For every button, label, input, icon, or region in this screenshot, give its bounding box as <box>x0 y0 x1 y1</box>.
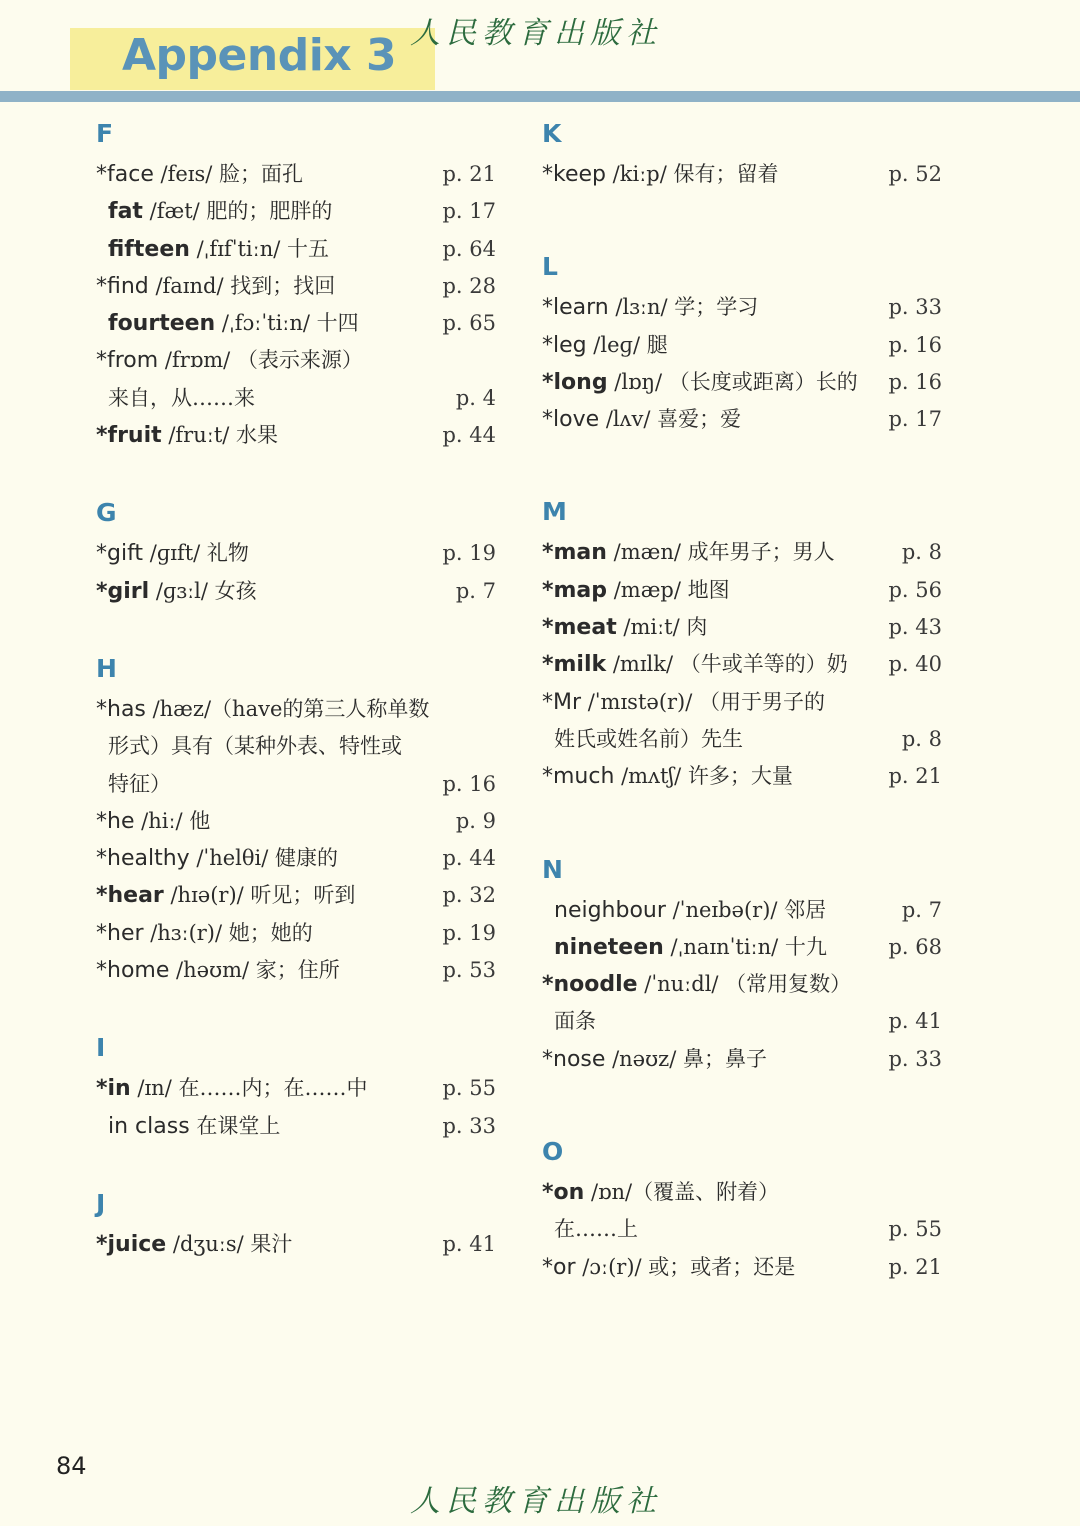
page-reference: p. 17 <box>442 199 496 224</box>
headword: *he <box>96 808 135 834</box>
entry-line <box>96 1070 496 1107</box>
section-letter: O <box>542 1137 564 1167</box>
entry-line <box>96 380 496 417</box>
headword: *keep <box>542 162 606 187</box>
entry-line <box>542 1003 942 1040</box>
entry-line <box>542 721 942 758</box>
entry-line <box>542 364 942 401</box>
page-reference: p. 68 <box>888 934 942 959</box>
definition: 在课堂上 <box>189 1113 281 1138</box>
vocab-entry <box>96 417 496 454</box>
entry-line <box>542 684 942 721</box>
vocab-entry <box>96 305 496 342</box>
page-reference: p. 41 <box>888 1009 942 1034</box>
vocab-entry <box>542 156 942 193</box>
section-j <box>96 1182 496 1263</box>
entry-line <box>96 691 496 728</box>
entry-line <box>542 289 942 326</box>
entry-line <box>96 766 496 803</box>
entry-line <box>542 1041 942 1078</box>
section-letter: H <box>96 653 117 683</box>
page-reference: p. 55 <box>442 1076 496 1101</box>
entry-line <box>96 840 496 877</box>
definition: /feɪs/ 脸；面孔 <box>153 162 304 186</box>
vocab-entry <box>542 364 942 401</box>
definition: /ˈhelθi/ 健康的 <box>189 846 338 871</box>
page-reference: p. 33 <box>442 1113 496 1138</box>
entry-line <box>96 915 496 952</box>
definition: /leɡ/ 腿 <box>586 332 668 357</box>
definition: /dʒuːs/ 果汁 <box>166 1231 293 1256</box>
entry-line <box>542 534 942 571</box>
page-reference: p. 21 <box>888 1254 942 1279</box>
vocab-entry <box>542 1041 942 1078</box>
vocab-entry <box>96 691 496 803</box>
vocab-entry <box>542 646 942 683</box>
entry-line <box>542 1249 942 1286</box>
page-reference: p. 33 <box>888 295 942 320</box>
definition: /fæt/ 肥的；肥胖的 <box>142 199 333 224</box>
page-reference: p. 16 <box>442 771 496 796</box>
page-reference: p. 65 <box>442 311 496 336</box>
vocab-entry <box>96 231 496 268</box>
definition: /miːt/ 肉 <box>616 615 708 640</box>
headword: *man <box>542 540 607 566</box>
headword: *or <box>542 1254 576 1280</box>
definition: /frɒm/ （表示来源） <box>158 348 363 373</box>
section-letter: I <box>96 1033 106 1063</box>
page-reference: p. 21 <box>442 162 496 186</box>
entry-line <box>96 573 496 610</box>
page-reference: p. 64 <box>442 236 496 261</box>
entry-line <box>542 929 942 966</box>
definition: /ɡɜːl/ 女孩 <box>149 578 257 603</box>
definition: /ˌfɔːˈtiːn/ 十四 <box>215 311 359 336</box>
vocab-entry <box>96 840 496 877</box>
headword: *meat <box>542 615 617 641</box>
definition: /mʌtʃ/ 许多；大量 <box>614 764 793 789</box>
section-k <box>542 112 942 193</box>
definition: /lɜːn/ 学；学习 <box>608 295 759 320</box>
entry-line <box>96 803 496 840</box>
section-h <box>96 647 496 989</box>
definition: /həʊm/ 家；住所 <box>169 958 340 983</box>
entry-line <box>96 728 496 765</box>
section-letter: L <box>542 252 558 282</box>
entry-line <box>542 156 942 193</box>
vocab-entry <box>96 952 496 989</box>
page-reference: p. 4 <box>455 385 496 410</box>
publisher-logo-top: 人民教育出版社 <box>410 16 662 51</box>
headword: *find <box>96 273 149 299</box>
definition: /hæz/（have的第三人称单数 <box>145 696 430 721</box>
page-reference: p. 52 <box>888 162 942 186</box>
definition: /lɒŋ/ （长度或距离）长的 <box>607 369 858 394</box>
definition: 面条 <box>554 1009 596 1034</box>
vocab-entry <box>96 1108 496 1145</box>
definition: /ˈnuːdl/ （常用复数） <box>637 972 852 997</box>
definition: /mɪlk/ （牛或羊等的）奶 <box>606 652 848 677</box>
page-reference: p. 40 <box>888 652 942 677</box>
definition: /ɪn/ 在……内；在……中 <box>130 1076 368 1101</box>
entry-line <box>96 952 496 989</box>
headword: in class <box>108 1113 190 1139</box>
entry-line <box>96 156 496 193</box>
page-reference: p. 41 <box>442 1231 496 1256</box>
definition: 姓氏或姓名前）先生 <box>554 726 743 751</box>
vocab-entry <box>542 572 942 609</box>
headword: fat <box>108 199 143 225</box>
definition: /ɒn/（覆盖、附着） <box>584 1180 780 1205</box>
vocab-entry <box>96 193 496 230</box>
section-f <box>96 112 496 454</box>
headword: *nose <box>542 1046 606 1072</box>
vocab-entry <box>542 401 942 438</box>
headword: *Mr <box>542 689 582 715</box>
headword: *has <box>96 696 146 722</box>
definition: /ɡɪft/ 礼物 <box>143 541 249 566</box>
page-reference: p. 8 <box>901 726 942 751</box>
headword: *long <box>542 369 608 395</box>
page-reference: p. 53 <box>442 958 496 983</box>
section-m <box>542 490 942 795</box>
headword: *on <box>542 1180 585 1206</box>
headword: *her <box>96 920 144 946</box>
entry-line <box>542 327 942 364</box>
entry-line <box>96 231 496 268</box>
vocab-entry <box>542 684 942 759</box>
vocab-entry <box>542 327 942 364</box>
definition: 特征） <box>108 771 171 796</box>
vocab-entry <box>542 758 942 795</box>
headword: *milk <box>542 652 607 678</box>
page-reference: p. 55 <box>888 1217 942 1242</box>
page-reference: p. 56 <box>888 577 942 602</box>
entry-line <box>96 268 496 305</box>
entry-line <box>542 572 942 609</box>
section-i <box>96 1026 496 1145</box>
definition: /ɔː(r)/ 或；或者；还是 <box>575 1254 796 1279</box>
page-reference: p. 9 <box>455 808 496 833</box>
page-reference: p. 16 <box>888 332 942 357</box>
vocab-entry <box>542 609 942 646</box>
definition: /ˌfɪfˈtiːn/ 十五 <box>189 236 329 261</box>
section-letter: N <box>542 854 563 884</box>
headword: *from <box>96 348 159 374</box>
right-column <box>542 112 942 1286</box>
entry-line <box>542 401 942 438</box>
vocab-entry <box>542 1174 942 1249</box>
entry-line <box>542 1211 942 1248</box>
headword: fifteen <box>108 236 190 262</box>
headword: neighbour <box>554 897 666 923</box>
entry-line <box>96 342 496 379</box>
headword: *face <box>96 162 154 187</box>
section-letter: K <box>542 119 562 148</box>
entry-line <box>542 758 942 795</box>
definition: 形式）具有（某种外表、特性或 <box>108 734 402 759</box>
page-reference: p. 7 <box>901 897 942 922</box>
publisher-logo-bottom: 人民教育出版社 <box>410 1484 662 1519</box>
entry-line <box>96 535 496 572</box>
page-reference: p. 28 <box>442 273 496 298</box>
definition: /mæn/ 成年男子；男人 <box>606 540 835 565</box>
headword: *much <box>542 764 615 790</box>
vocab-entry <box>542 966 942 1041</box>
vocab-entry <box>96 535 496 572</box>
definition: 在……上 <box>554 1217 638 1242</box>
definition: /ˈneɪbə(r)/ 邻居 <box>665 897 827 922</box>
definition: /faɪnd/ 找到；找回 <box>148 273 336 298</box>
page-reference: p. 19 <box>442 920 496 945</box>
headword: *map <box>542 577 608 603</box>
definition: /fruːt/ 水果 <box>161 423 279 448</box>
section-o <box>542 1130 942 1286</box>
headword: *leg <box>542 332 587 358</box>
definition: /nəʊz/ 鼻；鼻子 <box>605 1046 767 1071</box>
headword: fourteen <box>108 311 216 337</box>
entry-line <box>96 193 496 230</box>
definition: /hiː/ 他 <box>134 808 211 833</box>
vocab-entry <box>96 915 496 952</box>
headword: *noodle <box>542 972 638 998</box>
vocab-entry <box>542 534 942 571</box>
vocab-entry <box>542 892 942 929</box>
headword: *fruit <box>96 423 162 449</box>
vocab-entry <box>542 1249 942 1286</box>
vocab-entry <box>542 289 942 326</box>
definition: /hɪə(r)/ 听见；听到 <box>163 883 356 908</box>
vocab-entry <box>96 1070 496 1107</box>
page-reference: p. 33 <box>888 1046 942 1071</box>
page-reference: p. 8 <box>901 540 942 565</box>
page-title: Appendix 3 <box>122 30 397 81</box>
vocab-entry <box>542 929 942 966</box>
headword: *healthy <box>96 846 190 872</box>
headword: *juice <box>96 1231 167 1257</box>
headword: *learn <box>542 295 609 321</box>
headword: *girl <box>96 578 150 604</box>
section-letter: G <box>96 498 117 528</box>
entry-line <box>96 1226 496 1263</box>
definition: /kiːp/ 保有；留着 <box>606 162 779 186</box>
page-number: 84 <box>56 1452 87 1480</box>
entry-line <box>542 609 942 646</box>
definition: /ˈmɪstə(r)/ （用于男子的 <box>581 689 826 714</box>
vocab-entry <box>96 1226 496 1263</box>
page-reference: p. 32 <box>442 883 496 908</box>
section-l <box>542 245 942 438</box>
entry-line <box>96 305 496 342</box>
page-reference: p. 17 <box>888 407 942 432</box>
vocab-entry <box>96 803 496 840</box>
entry-line <box>542 892 942 929</box>
page-reference: p. 16 <box>888 369 942 394</box>
left-column <box>96 112 496 1263</box>
headword: *hear <box>96 883 164 909</box>
page-reference: p. 44 <box>442 423 496 448</box>
entry-line <box>542 966 942 1003</box>
page-reference: p. 21 <box>888 764 942 789</box>
entry-line <box>542 646 942 683</box>
entry-line <box>96 417 496 454</box>
section-letter: M <box>542 497 567 527</box>
entry-line <box>96 877 496 914</box>
entry-line <box>96 1108 496 1145</box>
headword: nineteen <box>554 934 664 960</box>
definition: /mæp/ 地图 <box>607 577 730 602</box>
definition: 来自，从……来 <box>108 385 255 410</box>
definition: /ˌnaɪnˈtiːn/ 十九 <box>663 934 827 959</box>
page-reference: p. 43 <box>888 615 942 640</box>
vocab-entry <box>96 877 496 914</box>
section-g <box>96 491 496 610</box>
entry-line <box>542 1174 942 1211</box>
section-n <box>542 848 942 1078</box>
section-letter: F <box>96 119 114 148</box>
vocab-entry <box>96 342 496 417</box>
definition: /lʌv/ 喜爱；爱 <box>599 407 742 432</box>
section-letter: J <box>96 1188 106 1218</box>
page-reference: p. 7 <box>455 578 496 603</box>
headword: *home <box>96 958 170 984</box>
vocab-entry <box>96 156 496 193</box>
page-reference: p. 44 <box>442 846 496 871</box>
headword: *gift <box>96 541 144 567</box>
page-reference: p. 19 <box>442 541 496 566</box>
definition: /hɜː(r)/ 她；她的 <box>143 920 313 945</box>
header-rule <box>0 91 1080 102</box>
headword: *love <box>542 407 600 433</box>
vocab-entry <box>96 573 496 610</box>
vocab-entry <box>96 268 496 305</box>
headword: *in <box>96 1076 131 1102</box>
